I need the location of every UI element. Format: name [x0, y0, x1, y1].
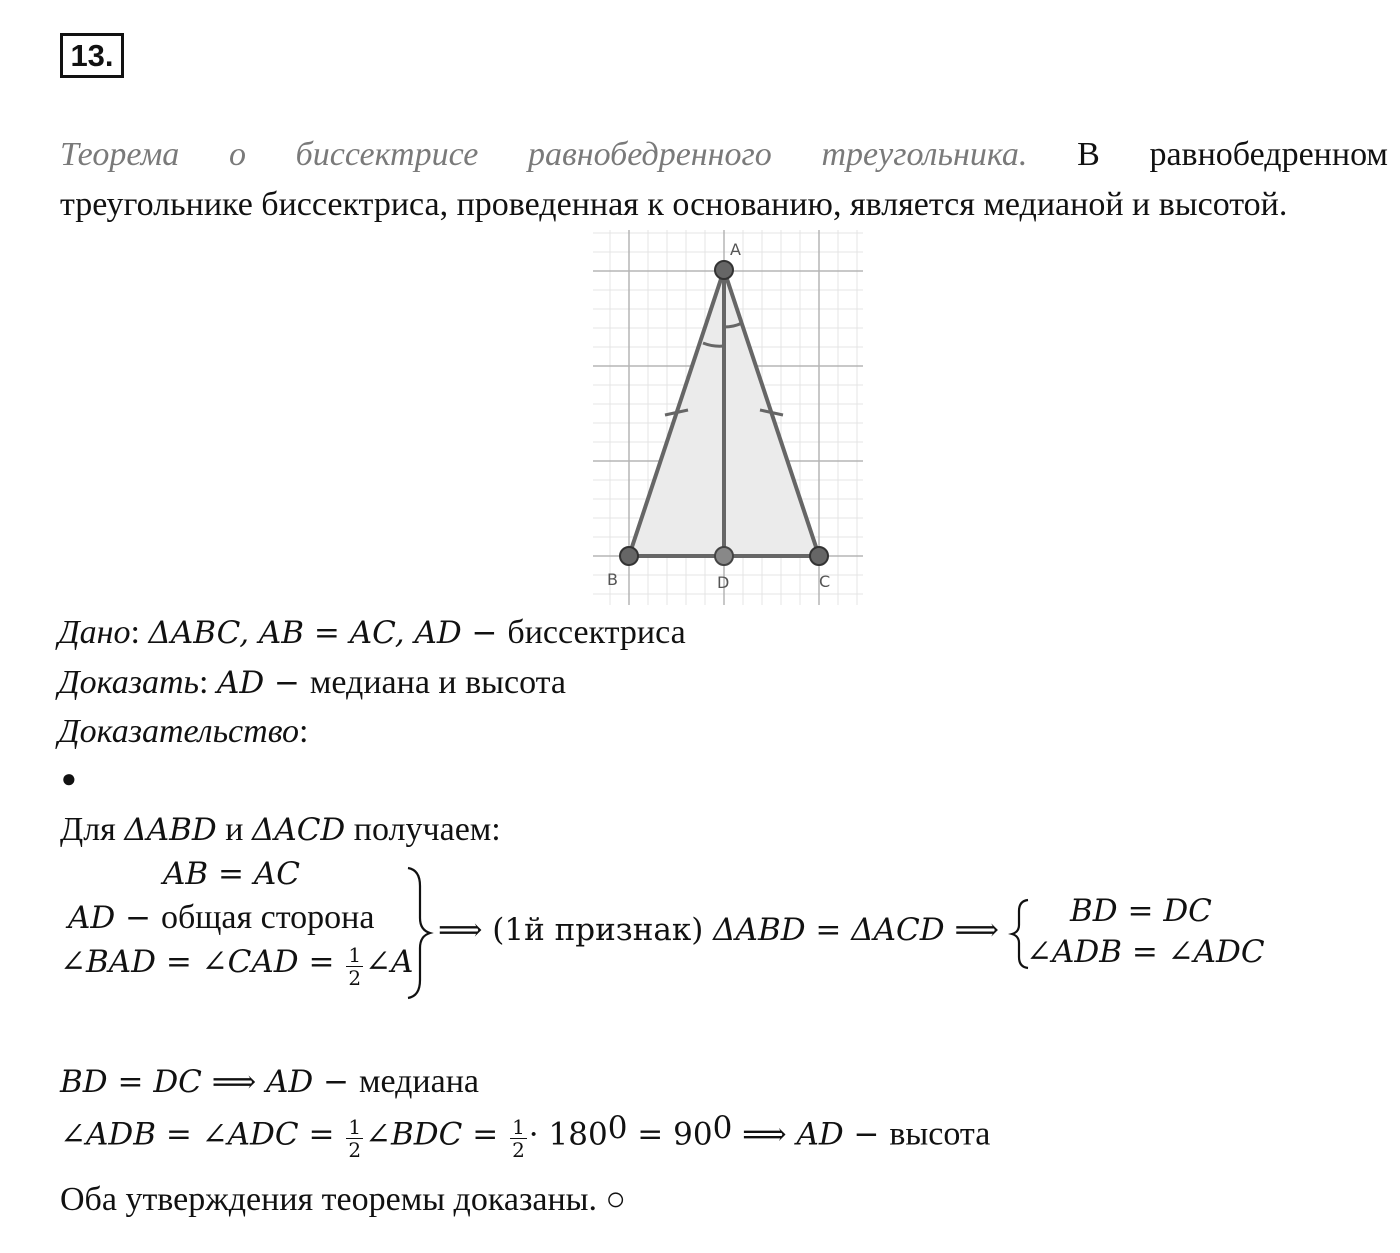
system-row1-math: AB = AC [163, 856, 300, 892]
proof-colon: : [299, 713, 309, 750]
theorem-title-word: о [228, 136, 246, 173]
proof-line [58, 712, 308, 752]
conclusion-altitude-text: высота [889, 1115, 991, 1153]
given-math: ΔABC, AB = AC, AD − [148, 615, 508, 651]
theorem-title-word: биссектрисе [295, 136, 479, 173]
step1-triangle-abd: ΔABD [124, 812, 217, 848]
proof-label: Доказательство [58, 713, 300, 750]
theorem-text-word: В [1077, 136, 1100, 173]
implication-text: ⟹ (1й признак) [438, 912, 714, 948]
point-c [810, 547, 828, 565]
conclusion-altitude-math-5: ⟹ AD − [732, 1116, 890, 1153]
given-colon: : [130, 614, 140, 651]
triangle-figure [593, 230, 863, 605]
result-bd-dc: BD = DC [1070, 893, 1212, 929]
point-b [620, 547, 638, 565]
result-row-2 [1026, 934, 1265, 970]
result-angles: ∠ADB = ∠ADC [1026, 934, 1265, 970]
prove-label: Доказать [58, 664, 199, 701]
label-b: B [607, 570, 618, 589]
fraction-numerator: 1 [348, 1115, 362, 1140]
step1-prefix: Для [60, 811, 125, 848]
point-a [715, 261, 733, 279]
fraction-denominator: 2 [348, 965, 362, 990]
theorem-title-word: треугольника. [821, 136, 1028, 173]
conclusion-median [60, 1062, 479, 1102]
given-label: Дано [58, 614, 131, 651]
bullet: ● [61, 764, 77, 793]
conclusion-median-text: медиана [358, 1063, 479, 1100]
system-row2-text: общая сторона [160, 899, 375, 936]
degree-superscript: 0 [607, 1110, 628, 1146]
fraction-denominator: 2 [512, 1138, 525, 1163]
problem-number: 13. [60, 33, 124, 78]
prove-text: медиана и высота [309, 664, 567, 701]
fraction-one-half [346, 944, 363, 989]
conclusion-median-math: BD = DC ⟹ AD − [60, 1064, 359, 1100]
fraction-one-half [346, 1116, 363, 1161]
system-row-1 [163, 856, 300, 892]
label-a: A [730, 240, 741, 259]
system-row3-tail: ∠A [365, 944, 414, 980]
conclusion-altitude-math-3: · 180 [528, 1116, 608, 1153]
fraction-denominator: 2 [348, 1138, 362, 1163]
system-right-brace [404, 866, 434, 1000]
given-line [58, 613, 686, 653]
label-d: D [717, 573, 730, 592]
system-row2-math: AD − [68, 900, 161, 936]
system-row-2 [68, 898, 374, 938]
given-text: биссектриса [507, 614, 686, 651]
system-row3-math: ∠BAD = ∠CAD = [60, 944, 345, 980]
theorem-line-1 [60, 135, 1388, 175]
point-d [715, 547, 733, 565]
final-statement: Оба утверждения теоремы доказаны. ○ [60, 1181, 627, 1218]
step1-suffix: получаем: [345, 811, 501, 848]
theorem-line-2: треугольнике биссектриса, проведенная к основанию, является медианой и высотой. [60, 186, 1288, 223]
theorem-title-word: равнобедренного [528, 136, 772, 173]
step1-and: и [216, 811, 252, 848]
label-c: C [819, 572, 831, 591]
conclusion-altitude [60, 1110, 990, 1163]
conclusion-altitude-math-1: ∠ADB = ∠ADC = [60, 1116, 345, 1153]
triangle-equality: ΔABD = ΔACD ⟹ [713, 912, 999, 948]
conclusion-altitude-math-2: ∠BDC = [365, 1116, 509, 1153]
prove-line [58, 663, 566, 703]
fraction-numerator: 1 [348, 942, 362, 967]
theorem-text-word: равнобедренном [1149, 136, 1388, 173]
prove-math: AD − [216, 665, 310, 701]
conclusion-altitude-math-4: = 90 [627, 1116, 713, 1153]
system-row-3 [60, 944, 413, 991]
prove-colon: : [198, 664, 209, 701]
result-row-1 [1070, 893, 1212, 929]
degree-superscript: 0 [712, 1110, 733, 1146]
fraction-one-half [510, 1116, 527, 1161]
step1-triangle-acd: ΔACD [251, 812, 346, 848]
step1-line [60, 810, 501, 850]
implication-line [438, 912, 999, 948]
fraction-numerator: 1 [512, 1115, 525, 1140]
theorem-title-word: Теорема [60, 136, 180, 173]
